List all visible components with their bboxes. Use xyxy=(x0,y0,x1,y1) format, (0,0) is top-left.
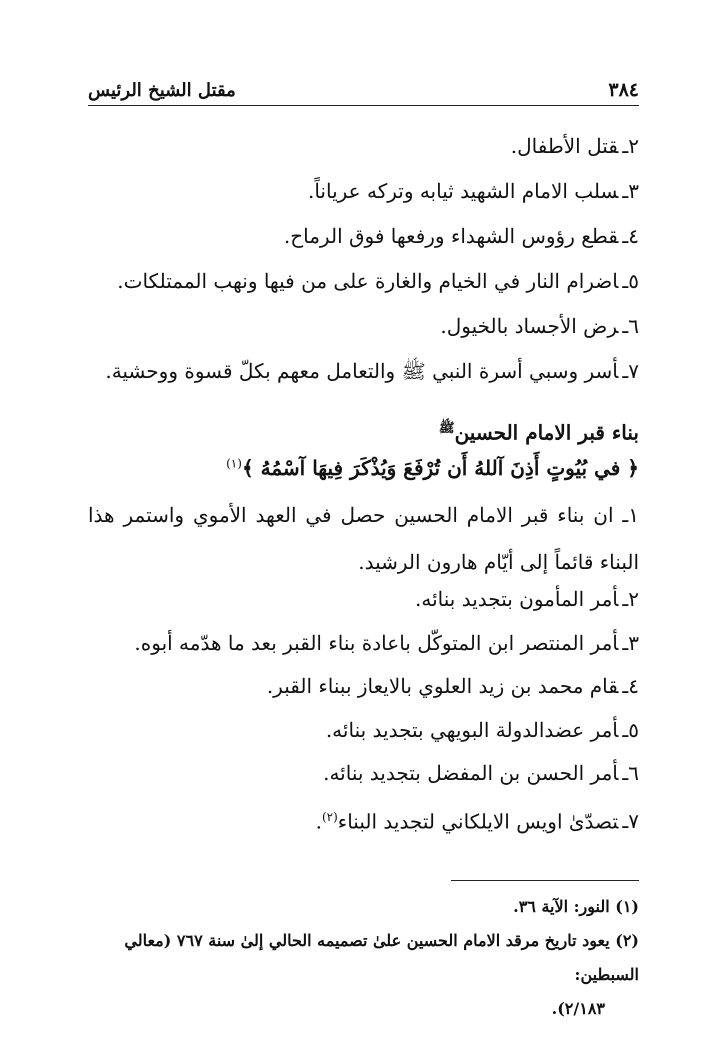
item-number: ١ـ xyxy=(622,503,639,527)
item-text: قطع رؤوس الشهداء ورفعها فوق الرماح. xyxy=(283,224,619,248)
section-heading xyxy=(439,420,639,445)
list-item xyxy=(88,259,639,304)
footnote-divider xyxy=(451,880,639,881)
list-item xyxy=(88,709,639,753)
item-text: قتل الأطفال. xyxy=(510,134,619,158)
item-number: ٣ـ xyxy=(622,630,639,655)
item-text: رض الأجساد بالخيول. xyxy=(440,314,619,338)
list-item xyxy=(88,796,639,840)
item-text: أمر المأمون بتجديد بنائه. xyxy=(415,587,619,611)
item-number: ٦ـ xyxy=(622,314,639,338)
list-item xyxy=(88,349,639,394)
item-number: ٥ـ xyxy=(622,717,639,742)
footnote-2-line-2: ٢/١٨٣). xyxy=(551,999,605,1018)
verse-open-bracket: ﴿ xyxy=(627,456,639,480)
list-item xyxy=(88,214,639,259)
item-number: ٧ـ xyxy=(622,809,639,834)
paragraph-text: ان بناء قبر الامام الحسين حصل في العهد الأموي واستمر هذا البناء قائماً إلى أيّام هارون الرشيد. xyxy=(88,503,639,574)
honorific-glyph: ﷺ xyxy=(438,421,455,436)
item-end-punct: . xyxy=(315,809,322,834)
item-number: ٤ـ xyxy=(622,224,639,248)
item-text: أسر وسبي أسرة النبي ﷺ والتعامل معهم بكلّ قسوة ووحشية. xyxy=(105,359,619,383)
item-text: سلب الامام الشهيد ثيابه وتركه عرياناً. xyxy=(307,179,619,203)
verse-close-bracket: ﴾ xyxy=(241,456,254,480)
footnote-ref: (٢) xyxy=(321,809,338,824)
page-number: ٣٨٤ xyxy=(608,79,639,101)
item-text: تصدّىٰ اويس الايلكاني لتجديد البناء xyxy=(337,809,619,834)
paragraph xyxy=(88,492,639,586)
item-number: ٦ـ xyxy=(622,761,639,785)
item-text: قام محمد بن زيد العلوي بالايعاز ببناء القبر. xyxy=(266,674,619,698)
footnote-ref: (١) xyxy=(226,456,242,471)
list-item xyxy=(88,304,639,349)
item-text: اضرام النار في الخيام والغارة على من فيها ونهب الممتلكات. xyxy=(117,269,619,293)
item-text: أمر الحسن بن المفضل بتجديد بنائه. xyxy=(323,761,619,785)
item-number: ٧ـ xyxy=(622,359,639,383)
list-item xyxy=(88,578,639,622)
quran-verse xyxy=(226,456,639,480)
list-item xyxy=(88,665,639,709)
running-header xyxy=(88,72,639,106)
section-title-text: بناء قبر الامام الحسين xyxy=(454,420,639,445)
footnote-1: (١) النور: الآية ٣٦. xyxy=(513,897,639,916)
item-number: ٢ـ xyxy=(622,134,639,158)
list-item xyxy=(88,169,639,214)
footnote-2-line-1: (٢) يعود تاريخ مرقد الامام الحسين علىٰ تصميمه الحالي إلىٰ سنة ٧٦٧ (معالي السبطين: xyxy=(124,931,639,984)
item-number: ٢ـ xyxy=(622,587,639,611)
item-number: ٥ـ xyxy=(622,269,639,293)
item-number: ٣ـ xyxy=(622,179,639,203)
item-number: ٤ـ xyxy=(622,674,639,698)
list-item xyxy=(88,752,639,796)
verse-text: في بُيُوتٍ أَذِنَ آللهُ أَن تُرْفَعَ وَيُذْكَرَ فِيهَا آسْمُهُ xyxy=(260,456,621,480)
shrine-history-list xyxy=(88,578,639,839)
book-title: مقتل الشيخ الرئيس xyxy=(88,80,236,101)
crimes-list xyxy=(88,124,639,394)
footnotes xyxy=(84,890,639,1026)
item-text: أمر المنتصر ابن المتوكّل باعادة بناء القبر بعد ما هدّمه أبوه. xyxy=(134,630,619,655)
list-item xyxy=(88,124,639,169)
list-item xyxy=(88,622,639,666)
item-text: أمر عضدالدولة البويهي بتجديد بنائه. xyxy=(325,717,619,742)
